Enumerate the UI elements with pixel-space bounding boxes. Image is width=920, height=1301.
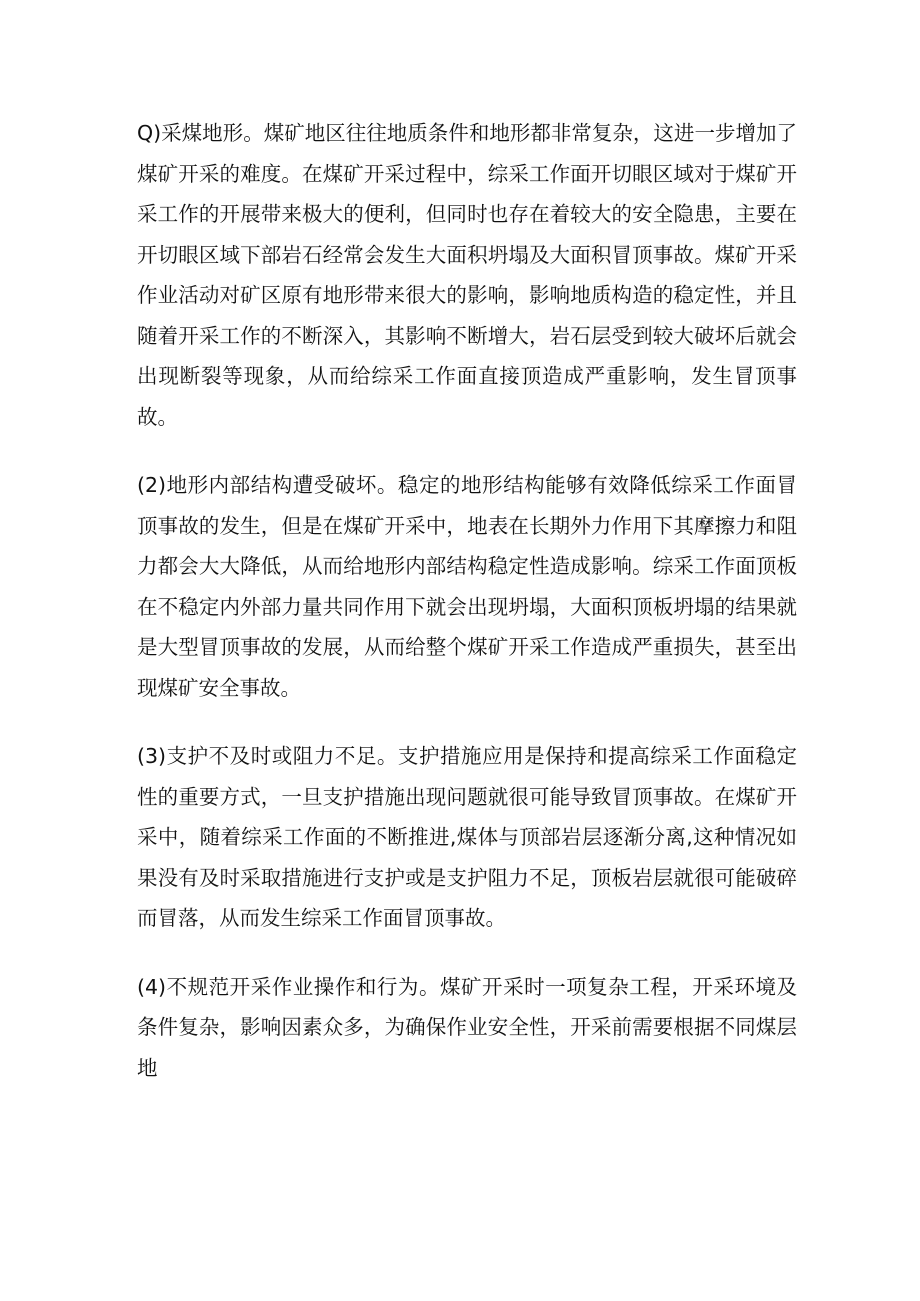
paragraph-irregular-operation: (4)不规范开采作业操作和行为。煤矿开采时一项复杂工程，开采环境及条件复杂，影响因素众多，为确保作业安全性，开采前需要根据不同煤层地 bbox=[137, 974, 797, 1080]
paragraph-internal-structure: (2)地形内部结构遭受破坏。稳定的地形结构能够有效降低综采工作面冒顶事故的发生，但是在煤矿开采中，地表在长期外力作用下其摩擦力和阻力都会大大降低，从而给地形内部结构稳定性造成影响。综采工作面顶板在不稳定内外部力量共同作用下就会出现坍塌，大面积顶板坍塌的结果就是大型冒顶事故的发展，从而给整个煤矿开采工作造成严重损失，甚至出现煤矿安全事故。 bbox=[137, 473, 797, 700]
document-body bbox=[137, 113, 797, 1116]
paragraph-mining-terrain: Q)采煤地形。煤矿地区往往地质条件和地形都非常复杂，这进一步增加了煤矿开采的难度。在煤矿开采过程中，综采工作面开切眼区域对于煤矿开采工作的开展带来极大的便利，但同时也存在着较大的安全隐患，主要在开切眼区域下部岩石经常会发生大面积坍塌及大面积冒顶事故。煤矿开采作业活动对矿区原有地形带来很大的影响，影响地质构造的稳定性，并且随着开采工作的不断深入，其影响不断增大，岩石层受到较大破坏后就会出现断裂等现象，从而给综采工作面直接顶造成严重影响，发生冒顶事故。 bbox=[137, 121, 797, 429]
paragraph-support-resistance: (3)支护不及时或阻力不足。支护措施应用是保持和提高综采工作面稳定性的重要方式，一旦支护措施出现问题就很可能导致冒顶事故。在煤矿开采中，随着综采工作面的不断推进,煤体与顶部岩层逐渐分离,这种情况如果没有及时采取措施进行支护或是支护阻力不足，顶板岩层就很可能破碎而冒落，从而发生综采工作面冒顶事故。 bbox=[137, 744, 797, 930]
